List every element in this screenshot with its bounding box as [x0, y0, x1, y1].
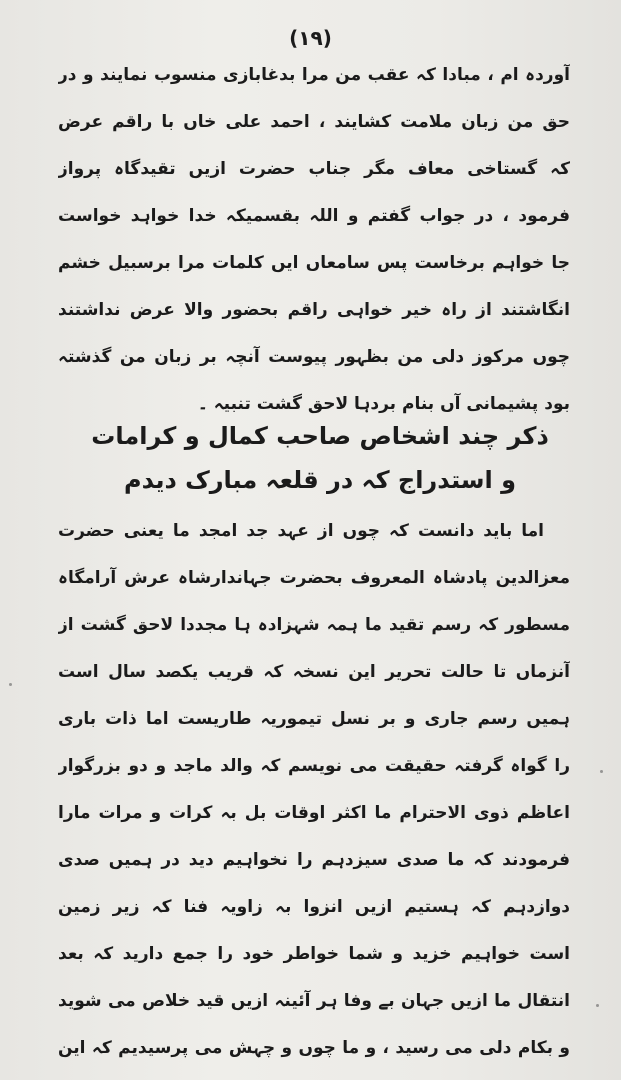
text-line: مسطور کہ رسم تقید ما ہمہ شہزادہ ہا مجددا لاحق گشت از — [58, 615, 570, 635]
text-line: کہ گستاخی معاف مگر جناب حضرت ازیں تقیدگاہ پرواز — [58, 159, 570, 179]
text-line: دوازدہم کہ ہستیم ازیں انزوا بہ زاویہ فنا کہ زیر زمین — [58, 897, 570, 917]
text-line: فرمود ، در جواب گفتم و اللہ بقسمیکہ خدا خواہد خواست — [58, 206, 570, 226]
text-line: است خواہیم خزید و شما خواطر خود را جمع دارید کہ بعد — [58, 944, 570, 964]
bottom-paragraph — [58, 508, 570, 1080]
text-line: آنزماں تا حالت تحریر این نسخہ کہ قریب یکصد سال است — [58, 662, 570, 682]
text-line: ہمیں رسم جاری و بر نسل تیموریہ طاریست اما ذات باری — [58, 709, 570, 729]
text-line: معزالدین پادشاہ المعروف بحضرت جہاندارشاہ عرش آرامگاہ — [58, 568, 570, 588]
text-line: جا خواہم برخاست پس سامعاں ایں کلمات مرا برسبیل خشم — [58, 253, 570, 273]
text-line: اعاظم ذوی الاحترام ما اکثر اوقات بل بہ کرات و مرات مارا — [58, 803, 570, 823]
text-line: اما باید دانست کہ چوں از عہد جد امجد ما یعنی حضرت — [58, 521, 544, 541]
paper-speck — [596, 1004, 599, 1007]
text-line: آوردہ ام ، مبادا کہ عقب من مرا بدغابازی منسوب نمایند و در — [58, 65, 570, 85]
text-line: فرمودند کہ ما صدی سیزدہم را نخواہیم دید در ہمیں صدی — [58, 850, 570, 870]
text-line: را گواہ گرفتہ حقیقت می نویسم کہ والد ماجد و دو بزرگوار — [58, 756, 570, 776]
text-line: بود پشیمانی آں بنام بردہا لاحق گشت تنبیہ ۔ — [197, 394, 570, 414]
text-line: انگاشتند از راہ خیر خواہی راقم بحضور والا عرض نداشتند — [58, 300, 570, 320]
paper-speck — [9, 683, 12, 686]
text-line: حق من زبان ملامت کشایند ، احمد علی خاں با راقم عرض — [58, 112, 570, 132]
top-paragraph — [58, 52, 570, 428]
section-heading-line-1: ذکر چند اشخاص صاحب کمال و کرامات — [91, 422, 549, 450]
paper-speck — [600, 770, 603, 773]
section-heading-line-2: و استدراج کہ در قلعہ مبارک دیدم — [124, 466, 516, 494]
text-line — [58, 1072, 570, 1080]
text-line: و بکام دلی می رسید ، و ما چوں و چہش می پرسیدیم کہ این — [58, 1038, 570, 1058]
text-line: انتقال ما ازیں جہان بے وفا ہر آئینہ ازیں قید خلاص می شوید — [58, 991, 570, 1011]
page-number: (۱۹) — [289, 26, 332, 50]
text-line: چوں مرکوز دلی من بظہور پیوست آنچہ بر زبان من گذشتہ — [58, 347, 570, 367]
